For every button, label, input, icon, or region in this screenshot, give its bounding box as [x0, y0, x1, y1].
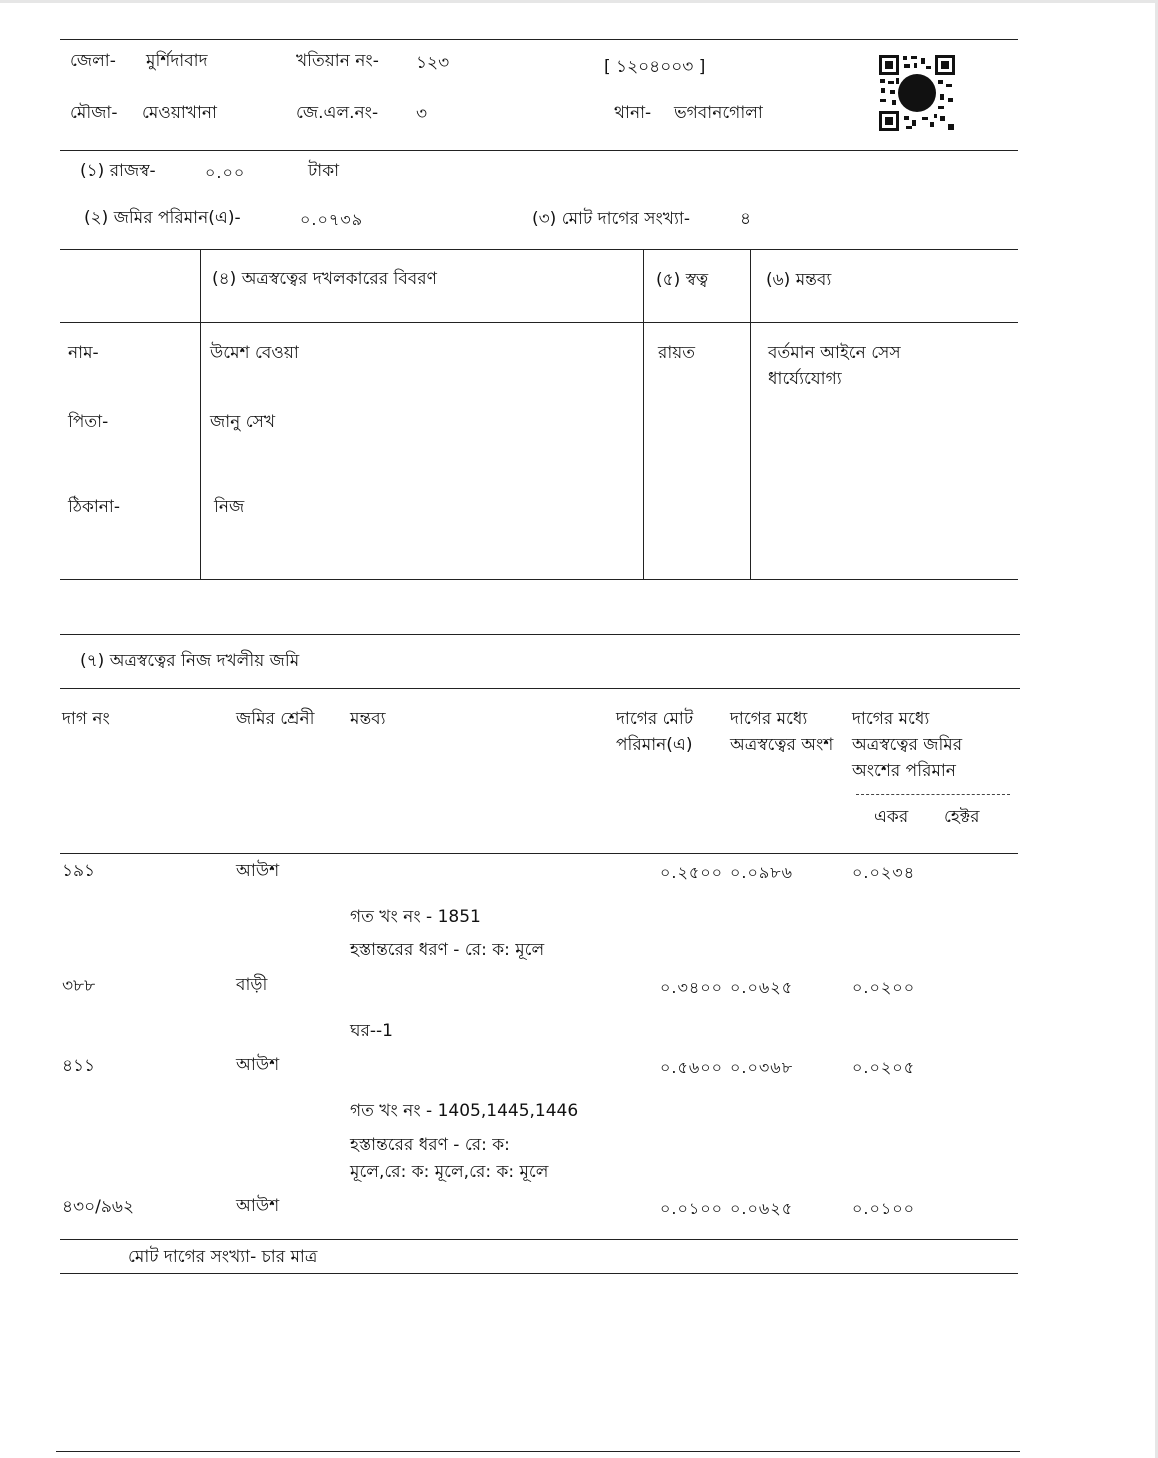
tenant-table-top-rule: [60, 249, 1018, 250]
window-top-edge: [0, 0, 1158, 3]
land-class-header: জমির শ্রেনী: [236, 709, 315, 729]
table-row-4-plot: ৪৩০/৯৬২: [62, 1197, 135, 1217]
note-transfer-type-3a: হস্তান্তরের ধরণ - রে: ক:: [350, 1135, 510, 1155]
thana-value: ভগবানগোলা: [674, 103, 763, 123]
right-value: রায়ত: [658, 343, 696, 363]
table-row-2-share: ০.০৬২৫: [730, 978, 794, 997]
note-house: ঘর--1: [350, 1021, 393, 1041]
note-transfer-type-3b: মূলে,রে: ক: মূলে,রে: ক: মূলে: [350, 1162, 549, 1182]
land-header-top-rule: [60, 688, 1020, 689]
header-top-rule: [60, 39, 1018, 40]
table-row-1-plot: ১৯১: [62, 861, 96, 881]
district-value: মুর্শিদাবাদ: [146, 51, 208, 71]
name-value: উমেশ বেওয়া: [210, 343, 299, 363]
table-row-2-total: ০.৩৪০০: [660, 978, 724, 997]
jl-value: ৩: [416, 104, 428, 124]
total-plots-footer: মোট দাগের সংখ্যা- চার মাত্র: [128, 1247, 318, 1267]
table-row-1-area: ০.০২৩৪: [852, 863, 916, 882]
remarks-header: (৬) মন্তব্য: [766, 270, 832, 290]
table-row-1-share: ০.০৯৮৬: [730, 863, 794, 882]
plot-no-header: দাগ নং: [62, 709, 110, 729]
address-value: নিজ: [214, 497, 245, 517]
share-header-2: অত্রস্বত্বের অংশ: [730, 735, 834, 755]
code-value: [ ১২০৪০০৩ ]: [604, 57, 706, 77]
qr-code-icon: [878, 54, 956, 132]
father-value: জানু সেখ: [210, 412, 275, 432]
table-row-4-class: আউশ: [236, 1196, 280, 1216]
table-row-4-area: ০.০১০০: [852, 1199, 916, 1218]
total-area-header-1: দাগের মোট: [616, 709, 694, 729]
revenue-label: (১) রাজস্ব-: [80, 161, 156, 181]
table-row-2-plot: ৩৮৮: [62, 976, 96, 996]
land-header-bottom-rule: [60, 853, 1018, 854]
district-label: জেলা-: [70, 51, 116, 71]
plots-count-value: ৪: [740, 209, 752, 229]
remark-line-2: ধার্য্যেযোগ্য: [768, 369, 842, 389]
acre-header: একর: [874, 807, 909, 827]
share-area-header-1: দাগের মধ্যে: [852, 709, 930, 729]
page-bottom-rule: [56, 1451, 1020, 1452]
revenue-unit: টাকা: [308, 161, 340, 181]
table-row-1-class: আউশ: [236, 861, 280, 881]
note-prev-khatian-3: গত খং নং - 1405,1445,1446: [350, 1101, 579, 1121]
table-row-4-share: ০.০৬২৫: [730, 1199, 794, 1218]
table-row-3-total: ০.৫৬০০: [660, 1058, 724, 1077]
address-label: ঠিকানা-: [68, 497, 120, 517]
header-bottom-rule: [60, 150, 1018, 151]
area-value: ০.০৭৩৯: [300, 210, 364, 229]
plots-count-label: (৩) মোট দাগের সংখ্যা-: [532, 209, 690, 229]
tenant-details-header: (৪) অত্রস্বত্বের দখলকারের বিবরণ: [212, 269, 437, 289]
footer-bottom-rule: [60, 1273, 1018, 1274]
remark-line-1: বর্তমান আইনে সেস: [768, 343, 901, 363]
total-area-header-2: পরিমান(এ): [616, 735, 693, 755]
table-row-3-class: আউশ: [236, 1055, 280, 1075]
tenant-col-divider-1: [200, 249, 201, 579]
right-header: (৫) স্বত্ব: [656, 270, 709, 290]
unit-separator-dashes: [856, 794, 1010, 795]
name-label: নাম-: [68, 343, 99, 363]
father-label: পিতা-: [68, 412, 109, 432]
footer-top-rule: [60, 1239, 1018, 1240]
thana-label: থানা-: [614, 103, 652, 123]
table-row-1-total: ০.২৫০০: [660, 863, 724, 882]
note-prev-khatian-1: গত খং নং - 1851: [350, 907, 481, 927]
mouza-label: মৌজা-: [70, 103, 118, 123]
tenant-table-bottom-rule: [60, 579, 1018, 580]
table-row-3-area: ০.০২০৫: [852, 1058, 916, 1077]
land-remarks-header: মন্তব্য: [350, 709, 386, 729]
table-row-3-share: ০.০৩৬৮: [730, 1058, 794, 1077]
hectare-header: হেক্টর: [944, 807, 980, 827]
note-transfer-type-1: হস্তান্তরের ধরণ - রে: ক: মূলে: [350, 940, 545, 960]
tenant-header-rule: [60, 322, 1018, 323]
tenant-col-divider-3: [750, 249, 751, 579]
mouza-value: মেওয়াখানা: [142, 103, 217, 123]
share-header-1: দাগের মধ্যে: [730, 709, 808, 729]
area-label: (২) জমির পরিমান(এ)-: [84, 208, 241, 228]
table-row-2-class: বাড়ী: [236, 975, 268, 995]
jl-label: জে.এল.নং-: [296, 103, 379, 123]
share-area-header-2: অত্রস্বত্বের জমির: [852, 735, 963, 755]
revenue-value: ০.০০: [205, 163, 246, 182]
land-section-title: (৭) অত্রস্বত্বের নিজ দখলীয় জমি: [80, 651, 300, 671]
table-row-4-total: ০.০১০০: [660, 1199, 724, 1218]
table-row-3-plot: ৪১১: [62, 1056, 96, 1076]
khatian-label: খতিয়ান নং-: [296, 51, 379, 71]
table-row-2-area: ০.০২০০: [852, 978, 916, 997]
share-area-header-3: অংশের পরিমান: [852, 761, 956, 781]
khatian-value: ১২৩: [416, 53, 450, 73]
tenant-col-divider-2: [643, 249, 644, 579]
land-section-top-rule: [60, 634, 1020, 635]
